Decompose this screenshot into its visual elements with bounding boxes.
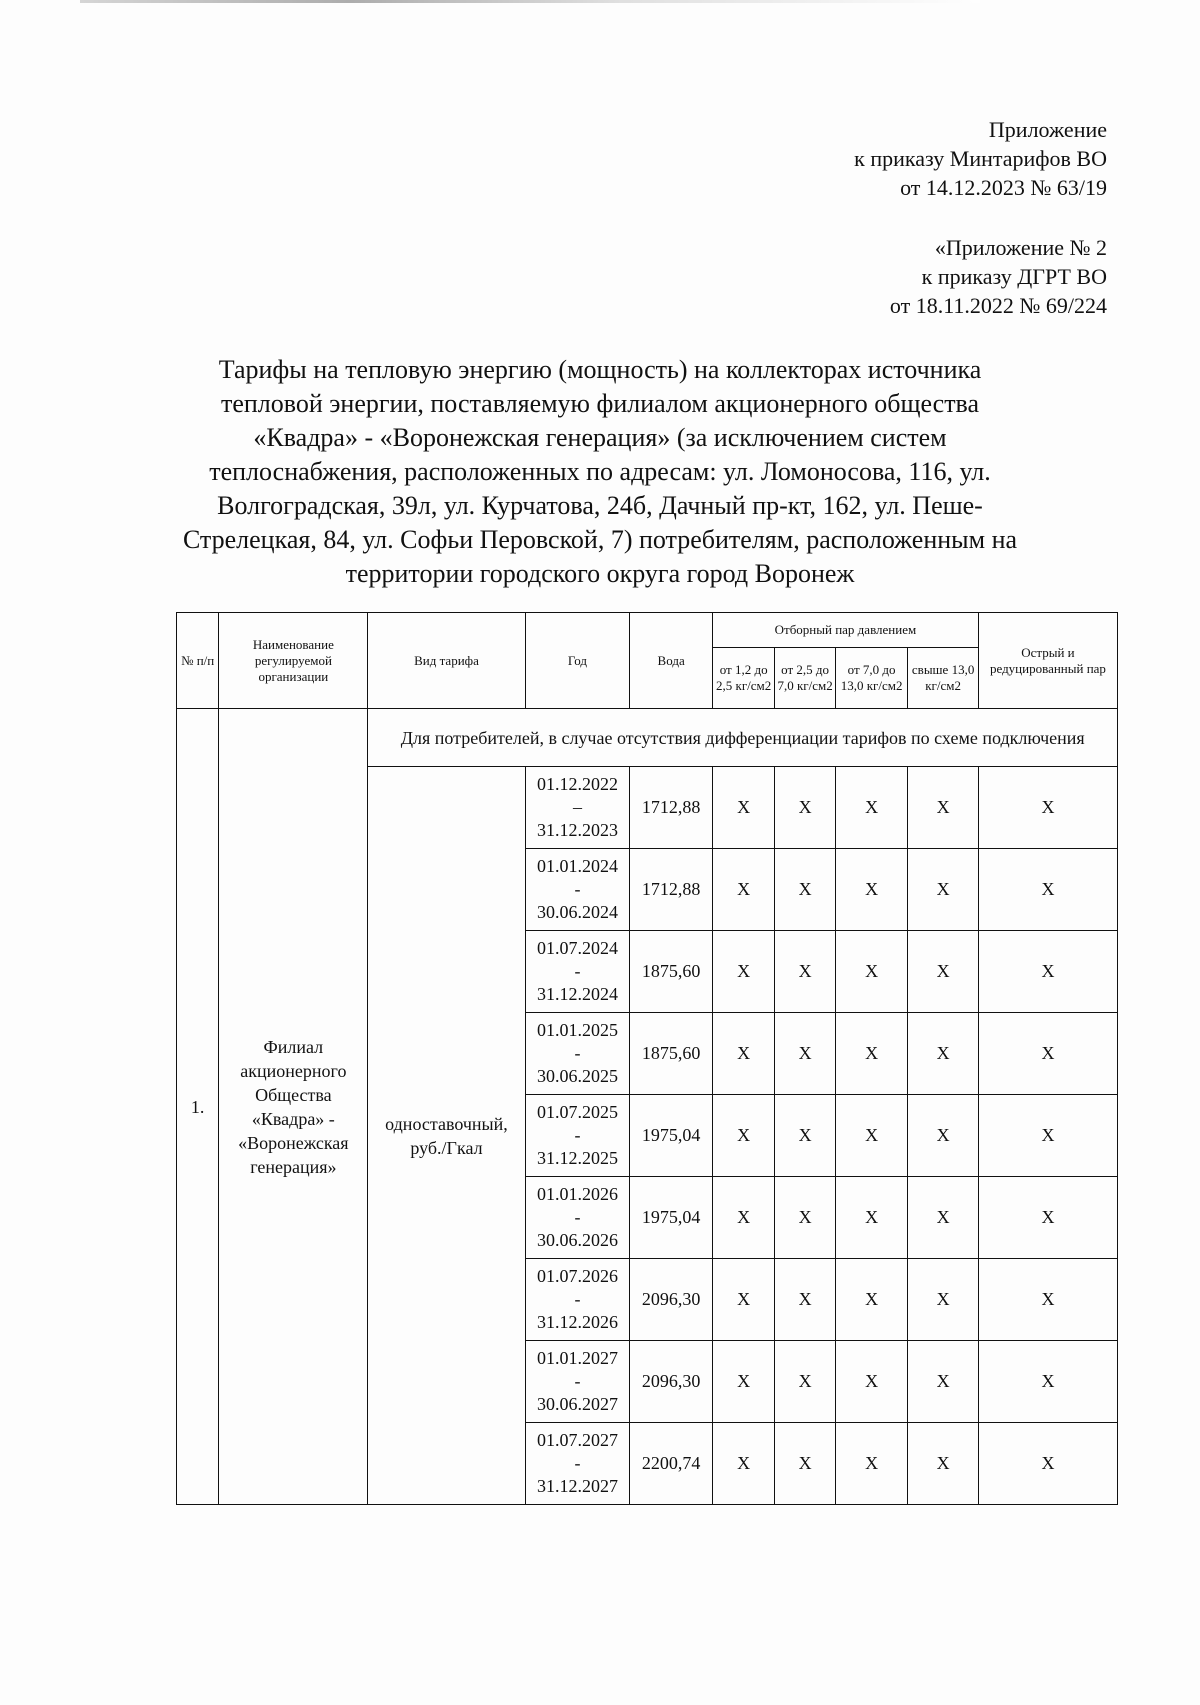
steam-cell: X: [712, 1095, 774, 1177]
period-start: 01.01.2027: [536, 1348, 618, 1368]
steam-cell: X: [908, 767, 979, 849]
title-line: Стрелецкая, 84, ул. Софьи Перовской, 7) потребителям, расположенным на: [182, 525, 1018, 554]
period-cell: [525, 1177, 630, 1259]
steam-cell: X: [775, 1423, 835, 1505]
steam-cell: X: [835, 1259, 908, 1341]
section-row: [177, 709, 1118, 767]
appendix-header: [854, 115, 1107, 202]
steam-cell: X: [835, 849, 908, 931]
period-sep: –: [572, 797, 582, 817]
water-tariff-cell: 1712,88: [630, 767, 713, 849]
water-tariff-cell: 1975,04: [630, 1177, 713, 1259]
steam-cell: X: [712, 1013, 774, 1095]
appendix-header-line: Приложение: [988, 117, 1107, 142]
steam-cell: X: [775, 767, 835, 849]
water-tariff-cell: 2096,30: [630, 1341, 713, 1423]
period-sep: -: [574, 1371, 581, 1391]
header-sharp-steam: Острый и редуцированный пар: [978, 613, 1117, 709]
appendix-reference-line: от 18.11.2022 № 69/224: [889, 293, 1107, 318]
title-line: Тарифы на тепловую энергию (мощность) на коллекторах источника: [218, 355, 982, 384]
period-start: 01.12.2022: [536, 774, 618, 794]
steam-cell: X: [712, 849, 774, 931]
sharp-steam-cell: X: [978, 1341, 1117, 1423]
steam-cell: X: [908, 1013, 979, 1095]
steam-cell: X: [835, 1013, 908, 1095]
header-steam-2: от 2,5 до 7,0 кг/см2: [775, 648, 835, 709]
header-tariff-type: Вид тарифа: [368, 613, 525, 709]
period-end: 31.12.2026: [536, 1312, 618, 1332]
tariff-table: [176, 612, 1118, 1505]
steam-cell: X: [908, 1095, 979, 1177]
water-tariff-cell: 1875,60: [630, 931, 713, 1013]
steam-cell: X: [775, 1341, 835, 1423]
period-start: 01.01.2026: [536, 1184, 618, 1204]
header-year: Год: [525, 613, 630, 709]
sharp-steam-cell: X: [978, 1259, 1117, 1341]
period-cell: [525, 931, 630, 1013]
header-num: № п/п: [177, 613, 219, 709]
steam-cell: X: [775, 931, 835, 1013]
steam-cell: X: [835, 1095, 908, 1177]
period-end: 31.12.2027: [536, 1476, 618, 1496]
period-end: 30.06.2026: [536, 1230, 618, 1250]
sharp-steam-cell: X: [978, 1177, 1117, 1259]
header-steam-1: от 1,2 до 2,5 кг/см2: [712, 648, 774, 709]
period-sep: -: [574, 1207, 581, 1227]
water-tariff-cell: 1975,04: [630, 1095, 713, 1177]
title-line: тепловой энергии, поставляемую филиалом акционерного общества: [220, 389, 980, 418]
period-start: 01.07.2025: [536, 1102, 618, 1122]
title-line: теплоснабжения, расположенных по адресам: ул. Ломоносова, 116, ул.: [209, 457, 991, 486]
document-title: [150, 353, 1050, 591]
period-end: 30.06.2027: [536, 1394, 618, 1414]
sharp-steam-cell: X: [978, 1095, 1117, 1177]
period-sep: -: [574, 879, 581, 899]
water-tariff-cell: 2200,74: [630, 1423, 713, 1505]
header-steam-4: свыше 13,0 кг/см2: [908, 648, 979, 709]
period-cell: [525, 1341, 630, 1423]
period-end: 31.12.2024: [536, 984, 618, 1004]
steam-cell: X: [908, 931, 979, 1013]
steam-cell: X: [908, 1341, 979, 1423]
period-cell: [525, 1259, 630, 1341]
period-end: 30.06.2025: [536, 1066, 618, 1086]
steam-cell: X: [775, 849, 835, 931]
steam-cell: X: [835, 767, 908, 849]
period-start: 01.07.2026: [536, 1266, 618, 1286]
title-line: территории городского округа город Воронеж: [345, 559, 855, 588]
water-tariff-cell: 2096,30: [630, 1259, 713, 1341]
period-cell: [525, 1095, 630, 1177]
steam-cell: X: [712, 767, 774, 849]
sharp-steam-cell: X: [978, 1423, 1117, 1505]
sharp-steam-cell: X: [978, 1013, 1117, 1095]
steam-cell: X: [712, 1259, 774, 1341]
period-start: 01.01.2024: [536, 856, 618, 876]
tariff-type: одноставочный, руб./Гкал: [368, 767, 525, 1505]
period-sep: -: [574, 1043, 581, 1063]
water-tariff-cell: 1712,88: [630, 849, 713, 931]
scan-edge-artifact: [80, 0, 980, 3]
water-tariff-cell: 1875,60: [630, 1013, 713, 1095]
period-start: 01.07.2027: [536, 1430, 618, 1450]
period-start: 01.07.2024: [536, 938, 618, 958]
steam-cell: X: [908, 1177, 979, 1259]
header-organization: Наименование регулируемой организации: [219, 613, 368, 709]
table-header-row: [177, 613, 1118, 648]
period-end: 30.06.2024: [536, 902, 618, 922]
period-cell: [525, 849, 630, 931]
sharp-steam-cell: X: [978, 767, 1117, 849]
steam-cell: X: [712, 1177, 774, 1259]
appendix-header-line: к приказу Минтарифов ВО: [854, 146, 1107, 171]
steam-cell: X: [835, 1423, 908, 1505]
appendix-reference-line: «Приложение № 2: [934, 235, 1107, 260]
steam-cell: X: [908, 849, 979, 931]
sharp-steam-cell: X: [978, 849, 1117, 931]
steam-cell: X: [775, 1177, 835, 1259]
steam-cell: X: [908, 1423, 979, 1505]
header-steam-group: Отборный пар давлением: [712, 613, 978, 648]
period-start: 01.01.2025: [536, 1020, 618, 1040]
steam-cell: X: [775, 1259, 835, 1341]
sharp-steam-cell: X: [978, 931, 1117, 1013]
steam-cell: X: [835, 931, 908, 1013]
period-end: 31.12.2023: [536, 820, 618, 840]
steam-cell: X: [712, 931, 774, 1013]
steam-cell: X: [908, 1259, 979, 1341]
organization-name: Филиал акционерного Общества «Квадра» - «Воронежская генерация»: [219, 709, 368, 1505]
title-line: «Квадра» - «Воронежская генерация» (за исключением систем: [253, 423, 947, 452]
period-sep: -: [574, 1289, 581, 1309]
section-label: Для потребителей, в случае отсутствия дифференциации тарифов по схеме подключения: [368, 709, 1118, 767]
steam-cell: X: [775, 1013, 835, 1095]
row-number: 1.: [177, 709, 219, 1505]
period-cell: [525, 1013, 630, 1095]
period-end: 31.12.2025: [536, 1148, 618, 1168]
appendix-header-line: от 14.12.2023 № 63/19: [900, 175, 1107, 200]
period-cell: [525, 1423, 630, 1505]
steam-cell: X: [712, 1341, 774, 1423]
period-cell: [525, 767, 630, 849]
steam-cell: X: [835, 1341, 908, 1423]
steam-cell: X: [712, 1423, 774, 1505]
appendix-reference: [890, 233, 1107, 320]
header-steam-3: от 7,0 до 13,0 кг/см2: [835, 648, 908, 709]
period-sep: -: [574, 1125, 581, 1145]
period-sep: -: [574, 961, 581, 981]
appendix-reference-line: к приказу ДГРТ ВО: [921, 264, 1107, 289]
period-sep: -: [574, 1453, 581, 1473]
steam-cell: X: [775, 1095, 835, 1177]
title-line: Волгоградская, 39л, ул. Курчатова, 24б, Дачный пр-кт, 162, ул. Пеше-: [217, 491, 983, 520]
header-water: Вода: [630, 613, 713, 709]
steam-cell: X: [835, 1177, 908, 1259]
